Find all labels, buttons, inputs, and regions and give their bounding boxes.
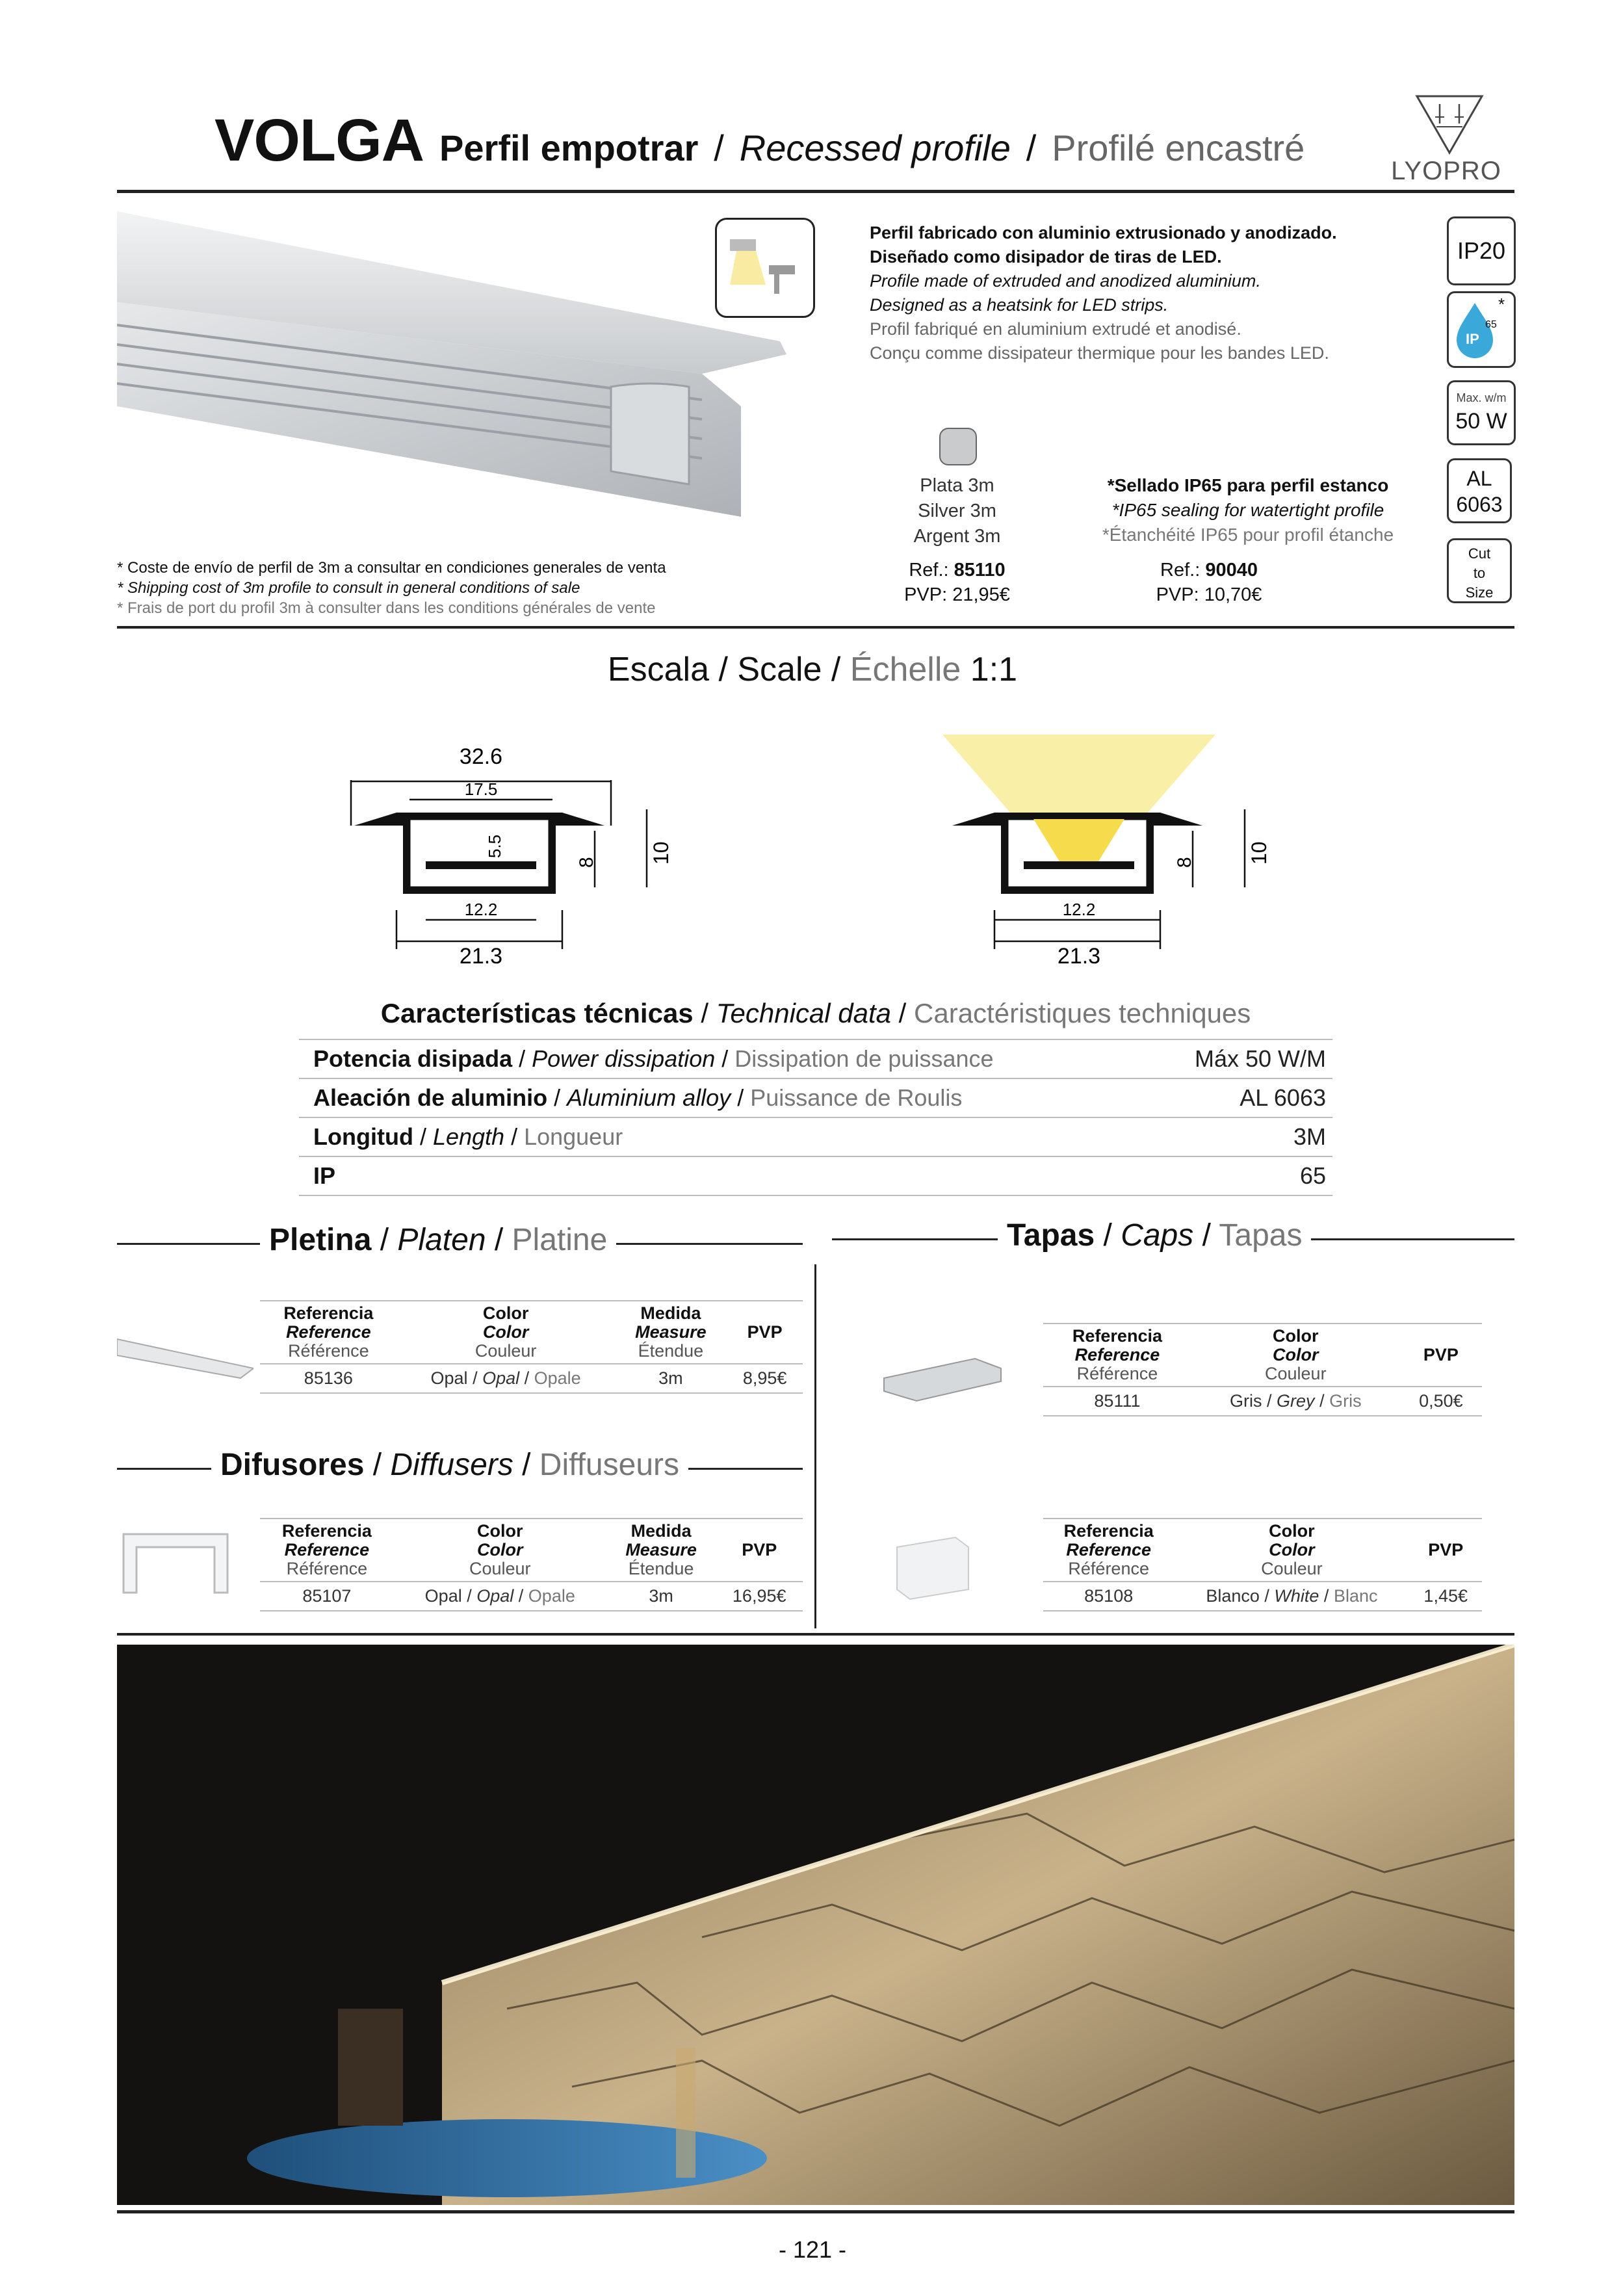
ip65-badge bbox=[1447, 291, 1516, 368]
th-col-es: Color bbox=[482, 1303, 529, 1323]
th-med-fr: Étendue bbox=[628, 1559, 694, 1578]
color-block bbox=[871, 473, 1043, 549]
pletina-fr: Platine bbox=[512, 1223, 608, 1257]
cut-3: Size bbox=[1465, 584, 1494, 601]
tapas-en: Caps bbox=[1121, 1218, 1194, 1253]
c-es: Opal bbox=[430, 1368, 468, 1388]
c-fr: Opale bbox=[528, 1586, 575, 1606]
tech-label-fr: Puissance de Roulis bbox=[750, 1084, 963, 1111]
th-med-fr: Étendue bbox=[638, 1341, 704, 1361]
ref-block bbox=[871, 558, 1043, 607]
model-name: VOLGA bbox=[214, 107, 424, 174]
table-row bbox=[1043, 1582, 1482, 1611]
difusores-en: Diffusers bbox=[390, 1448, 513, 1482]
ambient-photo bbox=[117, 1645, 1514, 2205]
cell-color: Blanco / White / Blanc bbox=[1174, 1582, 1409, 1611]
seal-ref-block bbox=[1118, 558, 1300, 607]
scale-title: Escala / Scale / Échelle 1:1 bbox=[607, 651, 1018, 688]
th-pvp: PVP bbox=[1400, 1324, 1482, 1387]
th-col-es: Color bbox=[1269, 1521, 1315, 1541]
shipping-en: * Shipping cost of 3m profile to consult in general conditions of sale bbox=[117, 579, 580, 597]
tech-row-power: Potencia disipada / Power dissipation / Dissipation de puissance Máx 50 W/M bbox=[299, 1040, 1332, 1079]
tapas-es: Tapas bbox=[1007, 1218, 1095, 1253]
tech-title-fr: Caractéristiques techniques bbox=[914, 998, 1251, 1028]
dim-inner: 17.5 bbox=[464, 779, 498, 799]
alloy-badge bbox=[1447, 458, 1512, 523]
al-2: 6063 bbox=[1456, 493, 1503, 516]
scale-es: Escala bbox=[607, 651, 709, 688]
column-divider bbox=[814, 1264, 816, 1628]
title-en: Recessed profile bbox=[739, 127, 1011, 168]
dim-height-inner: 5.5 bbox=[485, 834, 504, 858]
tapas-table-2 bbox=[1043, 1518, 1482, 1611]
tech-row-length: Longitud / Length / Longueur 3M bbox=[299, 1118, 1332, 1157]
difusores-es: Difusores bbox=[220, 1448, 365, 1482]
dim-base-r: 12.2 bbox=[1062, 900, 1096, 919]
page-title bbox=[214, 107, 1305, 174]
seal-ref-label: Ref.: bbox=[1160, 560, 1201, 581]
th-col-fr: Couleur bbox=[1261, 1559, 1323, 1578]
cut-1: Cut bbox=[1468, 545, 1491, 562]
tech-label-en: Power dissipation bbox=[532, 1045, 716, 1072]
tapas-fr: Tapas bbox=[1219, 1218, 1303, 1253]
pletina-photo bbox=[117, 1326, 253, 1385]
tech-value: Máx 50 W/M bbox=[1194, 1045, 1326, 1072]
th-ref-es: Referencia bbox=[281, 1521, 372, 1541]
scale-en: Scale bbox=[737, 651, 822, 688]
c-en: Grey bbox=[1277, 1391, 1315, 1411]
th-med-en: Measure bbox=[625, 1540, 697, 1559]
ip65-star: * bbox=[1498, 294, 1505, 314]
scale-fr: Échelle bbox=[850, 651, 961, 688]
th-ref-es: Referencia bbox=[283, 1303, 374, 1323]
footer-rule bbox=[117, 2210, 1514, 2213]
dim-base: 12.2 bbox=[464, 900, 498, 919]
brand-logo bbox=[1371, 91, 1521, 189]
brand-name: LYOPRO bbox=[1391, 157, 1501, 185]
c-es: Blanco bbox=[1206, 1586, 1260, 1606]
title-sep: / bbox=[714, 127, 724, 168]
tech-value: 65 bbox=[1299, 1162, 1326, 1189]
dim-width: 32.6 bbox=[459, 744, 503, 769]
th-ref-es: Referencia bbox=[1063, 1521, 1154, 1541]
tech-label-fr: Longueur bbox=[524, 1123, 623, 1150]
title-sep: / bbox=[1026, 127, 1037, 168]
th-ref-en: Reference bbox=[286, 1322, 371, 1342]
logo-triangle-icon bbox=[1371, 91, 1521, 163]
th-ref-es: Referencia bbox=[1072, 1326, 1162, 1346]
cap-white-photo bbox=[884, 1528, 981, 1606]
title-fr: Profilé encastré bbox=[1052, 127, 1305, 168]
ip65-ip: IP bbox=[1466, 331, 1479, 347]
th-col-en: Color bbox=[477, 1540, 523, 1559]
ref-label: Ref.: bbox=[909, 560, 949, 581]
scale-ratio: 1:1 bbox=[970, 651, 1018, 688]
pletina-en: Platen bbox=[397, 1223, 486, 1257]
th-col-en: Color bbox=[1269, 1540, 1315, 1559]
th-col-fr: Couleur bbox=[474, 1341, 537, 1361]
ip65-num: 65 bbox=[1485, 319, 1497, 330]
difusores-heading: Difusores / Diffusers / Diffuseurs bbox=[211, 1447, 688, 1483]
pletina-table bbox=[260, 1300, 803, 1394]
table-row bbox=[260, 1364, 803, 1393]
shipping-note bbox=[117, 558, 666, 618]
th-col-es: Color bbox=[477, 1521, 523, 1541]
desc-en-1: Profile made of extruded and anodized aluminium. bbox=[870, 271, 1261, 291]
color-swatch bbox=[939, 428, 977, 465]
profile-section-icon bbox=[717, 220, 813, 316]
tech-label-es: Aleación de aluminio bbox=[313, 1084, 548, 1111]
th-med-es: Medida bbox=[640, 1303, 701, 1323]
table-row bbox=[1043, 1387, 1482, 1416]
desc-fr-1: Profil fabriqué en aluminium extrudé et anodisé. bbox=[870, 319, 1241, 339]
c-fr: Opale bbox=[534, 1368, 581, 1388]
c-en: Opal bbox=[482, 1368, 520, 1388]
cut-to-size-badge bbox=[1447, 538, 1512, 603]
section-thumbnail bbox=[715, 218, 815, 318]
cell-size: 3m bbox=[606, 1582, 716, 1611]
pletina-es: Pletina bbox=[269, 1223, 372, 1257]
header-rule bbox=[117, 190, 1514, 193]
cell-color: Opal / Opal / Opale bbox=[394, 1582, 606, 1611]
tapas-heading: Tapas / Caps / Tapas bbox=[998, 1218, 1311, 1253]
c-fr: Blanc bbox=[1333, 1586, 1378, 1606]
cell-ref: 85108 bbox=[1043, 1582, 1174, 1611]
th-pvp: PVP bbox=[716, 1519, 803, 1582]
tech-title-es: Características técnicas bbox=[380, 998, 694, 1028]
tech-value: AL 6063 bbox=[1240, 1084, 1326, 1111]
cell-color: Opal / Opal / Opale bbox=[397, 1364, 615, 1393]
color-fr: Argent 3m bbox=[913, 526, 1001, 547]
dim-height-total-r: 10 bbox=[1247, 841, 1271, 865]
seal-fr: *Étanchéité IP65 pour profil étanche bbox=[1102, 525, 1394, 545]
th-col-en: Color bbox=[482, 1322, 529, 1342]
table-row bbox=[260, 1582, 803, 1611]
desc-fr-2: Conçu comme dissipateur thermique pour les bandes LED. bbox=[870, 343, 1329, 363]
cell-price: 8,95€ bbox=[727, 1364, 803, 1393]
tech-value: 3M bbox=[1293, 1123, 1326, 1150]
th-ref-en: Reference bbox=[1074, 1345, 1160, 1364]
cell-price: 1,45€ bbox=[1409, 1582, 1482, 1611]
th-ref-fr: Référence bbox=[288, 1341, 369, 1361]
max-label: Max. w/m bbox=[1456, 391, 1507, 404]
th-col-en: Color bbox=[1273, 1345, 1319, 1364]
th-pvp: PVP bbox=[1409, 1519, 1482, 1582]
tech-label-fr: Dissipation de puissance bbox=[734, 1045, 994, 1072]
tech-label-en: Aluminium alloy bbox=[567, 1084, 731, 1111]
dim-height-total: 10 bbox=[649, 841, 673, 865]
tech-label-en: Length bbox=[432, 1123, 505, 1150]
section-rule bbox=[117, 626, 1514, 629]
cell-color: Gris / Grey / Gris bbox=[1191, 1387, 1400, 1416]
tech-title: Características técnicas / Technical data / Caractéristiques techniques bbox=[380, 998, 1251, 1028]
th-col-fr: Couleur bbox=[469, 1559, 531, 1578]
cut-2: to bbox=[1473, 565, 1486, 581]
tech-label-es: Longitud bbox=[313, 1123, 413, 1150]
ip20-badge bbox=[1447, 216, 1516, 285]
seal-pvp-value: PVP: 10,70€ bbox=[1156, 584, 1262, 605]
th-ref-en: Reference bbox=[284, 1540, 370, 1559]
ref-value: 85110 bbox=[954, 560, 1006, 581]
pletina-heading: Pletina / Platen / Platine bbox=[260, 1222, 616, 1258]
th-col-es: Color bbox=[1273, 1326, 1319, 1346]
tech-title-en: Technical data bbox=[716, 998, 891, 1028]
desc-es-1: Perfil fabricado con aluminio extrusionado y anodizado. bbox=[870, 223, 1337, 242]
dim-height-r: 8 bbox=[1174, 857, 1195, 868]
section-drawing-right bbox=[936, 735, 1300, 975]
photo-top-rule bbox=[117, 1633, 1514, 1636]
tech-label-es: IP bbox=[313, 1162, 336, 1189]
tech-row-alloy: Aleación de aluminio / Aluminium alloy / Puissance de Roulis AL 6063 bbox=[299, 1079, 1332, 1118]
pvp-value: PVP: 21,95€ bbox=[904, 584, 1010, 605]
c-fr: Gris bbox=[1329, 1391, 1362, 1411]
al-1: AL bbox=[1466, 467, 1492, 490]
th-ref-fr: Référence bbox=[1076, 1364, 1158, 1383]
desc-en-2: Designed as a heatsink for LED strips. bbox=[870, 295, 1169, 315]
cell-price: 0,50€ bbox=[1400, 1387, 1482, 1416]
color-es: Plata 3m bbox=[920, 475, 994, 496]
ip20-text: IP20 bbox=[1457, 237, 1506, 264]
c-en: White bbox=[1274, 1586, 1319, 1606]
shipping-fr: * Frais de port du profil 3m à consulter dans les conditions générales de vente bbox=[117, 599, 656, 617]
seal-en: *IP65 sealing for watertight profile bbox=[1111, 500, 1384, 520]
shipping-es: * Coste de envío de perfil de 3m a consultar en condiciones generales de venta bbox=[117, 559, 666, 577]
tech-row-ip bbox=[299, 1157, 1332, 1196]
cell-price: 16,95€ bbox=[716, 1582, 803, 1611]
cap-grey-photo bbox=[877, 1346, 1007, 1404]
tech-label-es: Potencia disipada bbox=[313, 1045, 513, 1072]
desc-es-2: Diseñado como disipador de tiras de LED. bbox=[870, 247, 1222, 267]
cell-ref: 85107 bbox=[260, 1582, 394, 1611]
description bbox=[870, 221, 1455, 365]
section-drawing-left bbox=[338, 735, 702, 975]
th-pvp: PVP bbox=[727, 1301, 803, 1364]
difusores-table bbox=[260, 1518, 803, 1611]
c-es: Opal bbox=[424, 1586, 462, 1606]
seal-es: *Sellado IP65 para perfil estanco bbox=[1107, 475, 1389, 495]
dim-height: 8 bbox=[576, 857, 597, 868]
tapas-table-1 bbox=[1043, 1323, 1482, 1416]
difusores-fr: Diffuseurs bbox=[539, 1448, 679, 1482]
th-col-fr: Couleur bbox=[1265, 1364, 1327, 1383]
c-es: Gris bbox=[1230, 1391, 1262, 1411]
cell-ref: 85111 bbox=[1043, 1387, 1191, 1416]
dim-outer: 21.3 bbox=[459, 944, 503, 969]
difusor-photo bbox=[117, 1528, 234, 1599]
cell-size: 3m bbox=[615, 1364, 727, 1393]
seal-block bbox=[1053, 473, 1443, 547]
th-med-es: Medida bbox=[630, 1521, 692, 1541]
th-ref-fr: Référence bbox=[286, 1559, 368, 1578]
dim-outer-r: 21.3 bbox=[1057, 944, 1101, 969]
max-value: 50 W bbox=[1455, 409, 1507, 434]
th-ref-en: Reference bbox=[1066, 1540, 1151, 1559]
page-number: - 121 - bbox=[778, 2236, 847, 2263]
max-power-badge bbox=[1447, 380, 1516, 445]
cell-ref: 85136 bbox=[260, 1364, 397, 1393]
title-es: Perfil empotrar bbox=[439, 127, 699, 168]
profile-photo bbox=[117, 211, 806, 549]
th-ref-fr: Référence bbox=[1068, 1559, 1149, 1578]
th-med-en: Measure bbox=[635, 1322, 707, 1342]
seal-ref-value: 90040 bbox=[1205, 560, 1258, 581]
c-en: Opal bbox=[476, 1586, 514, 1606]
color-en: Silver 3m bbox=[918, 501, 996, 521]
